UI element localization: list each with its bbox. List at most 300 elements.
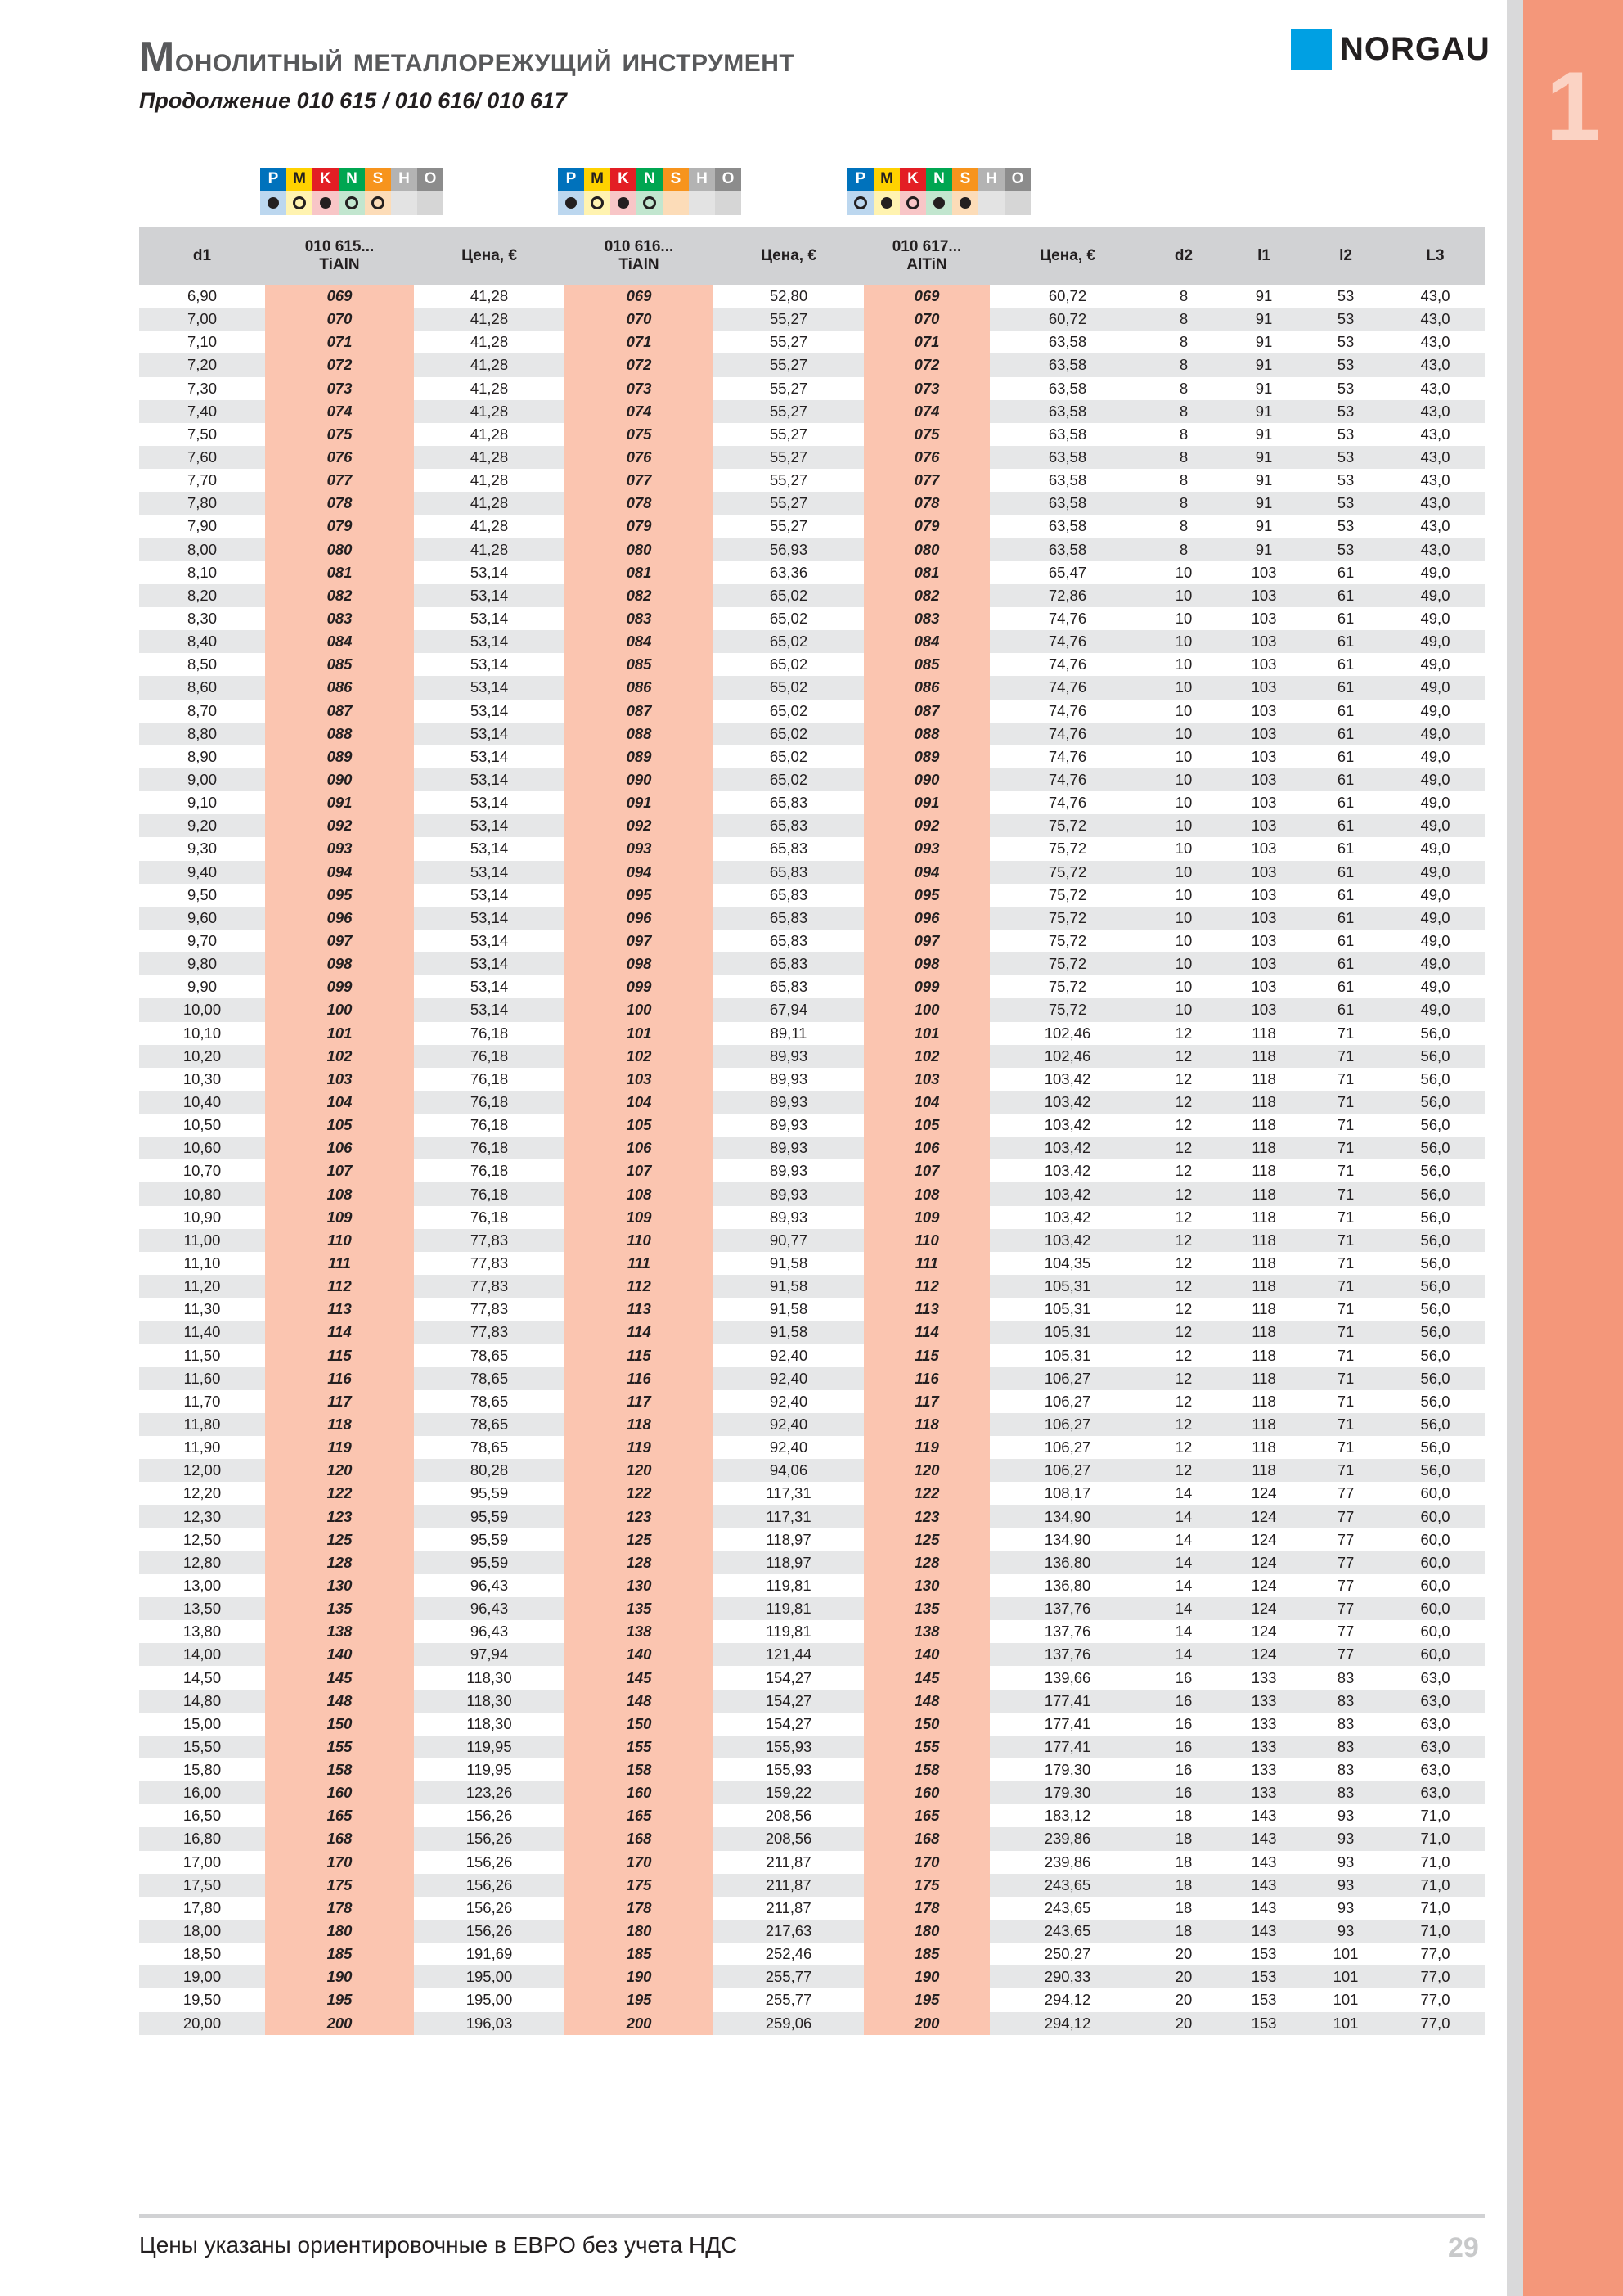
column-header: Цена, € [713,227,864,285]
table-row [139,1367,1485,1390]
article-code: 094 [864,861,990,884]
table-row [139,676,1485,699]
table-cell: 136,80 [990,1551,1145,1574]
table-cell: 74,76 [1048,747,1087,765]
table-cell: 103,42 [1044,1162,1091,1180]
filled-circle-icon [565,197,577,209]
article-code: 102 [265,1045,414,1068]
table-cell: 91 [1255,379,1273,397]
table-cell: 55,27 [713,308,864,331]
article-code: 091 [564,791,713,814]
table-cell: 118 [1252,1162,1276,1180]
article-code: 138 [265,1620,414,1643]
table-row [139,1713,1485,1736]
article-code: 100 [864,998,990,1021]
table-cell: 9,80 [139,952,265,975]
table-cell: 10 [1145,952,1222,975]
table-cell: 12,80 [139,1551,265,1574]
table-cell: 7,90 [187,517,217,535]
table-cell: 11,60 [139,1367,265,1390]
suitability-cell [663,191,689,215]
table-cell: 13,80 [182,1623,222,1641]
table-cell: 61 [1337,794,1355,812]
table-cell: 93 [1306,1827,1386,1850]
table-cell: 153 [1222,2012,1306,2035]
table-cell: 83 [1306,1781,1386,1804]
table-cell: 117,31 [713,1505,864,1528]
article-code: 180 [265,1920,414,1943]
table-cell: 53,14 [470,885,509,903]
brand-logo [1291,28,1490,70]
table-cell: 143 [1222,1920,1306,1943]
table-cell: 7,80 [139,492,265,515]
table-cell: 56,0 [1420,1438,1450,1456]
table-cell: 71 [1337,1300,1355,1318]
table-cell: 41,28 [414,538,564,561]
suitability-cell [558,191,584,215]
table-cell: 60,0 [1420,1576,1450,1594]
table-cell: 10,80 [139,1182,265,1205]
table-cell: 12 [1175,1069,1193,1087]
table-cell: 91 [1255,471,1273,489]
table-cell: 65,83 [769,794,808,812]
table-cell: 13,00 [182,1576,222,1594]
table-cell: 134,90 [1044,1530,1091,1548]
table-cell: 76,18 [470,1069,509,1087]
suitability-cell [260,191,286,215]
article-code: 094 [265,861,414,884]
page-title [139,33,794,82]
article-code: 114 [265,1321,414,1344]
table-cell: 118 [1252,1208,1276,1226]
table-cell: 108,17 [1044,1484,1091,1502]
suitability-cell [874,191,900,215]
table-cell: 11,70 [183,1392,221,1410]
table-cell: 16,80 [139,1827,265,1850]
article-code: 070 [564,308,713,331]
article-code: 088 [564,723,713,745]
table-cell: 14 [1175,1623,1193,1641]
table-cell: 12 [1145,1413,1222,1436]
article-code: 116 [265,1367,414,1390]
table-cell: 103 [1251,885,1277,903]
table-cell: 133 [1251,1668,1277,1686]
article-code: 125 [864,1528,990,1551]
article-code: 106 [265,1137,414,1159]
article-code: 085 [265,653,414,676]
table-cell: 67,94 [713,998,864,1021]
article-code: 097 [265,930,414,952]
table-cell: 18 [1175,1807,1193,1825]
suitability-cell [417,191,443,215]
table-cell: 133 [1251,1714,1277,1732]
material-group-615 [260,168,443,215]
table-row [139,561,1485,584]
hollow-circle-icon [591,196,604,209]
table-row [139,700,1485,723]
table-cell: 92,40 [713,1367,864,1390]
table-cell: 89,93 [713,1045,864,1068]
table-cell: 19,00 [139,1965,265,1988]
table-cell: 71 [1337,1024,1355,1042]
table-cell: 118 [1222,1413,1306,1436]
table-cell: 53,14 [414,907,564,930]
suitability-cell [1005,191,1031,215]
table-cell: 49,0 [1420,747,1450,765]
table-cell: 65,83 [769,978,808,996]
table-cell: 10 [1175,610,1193,628]
table-cell: 89,11 [770,1024,807,1042]
table-cell: 61 [1306,723,1386,745]
article-code: 101 [265,1022,414,1045]
article-code: 084 [265,630,414,653]
table-cell: 153 [1222,1965,1306,1988]
table-cell: 63,0 [1420,1668,1450,1686]
table-cell: 103 [1222,861,1306,884]
hollow-circle-icon [293,196,306,209]
article-code: 135 [265,1597,414,1620]
table-cell: 89,93 [769,1069,808,1087]
table-cell: 49,0 [1386,814,1485,837]
article-code: 111 [265,1252,414,1275]
table-cell: 41,28 [414,446,564,469]
table-cell: 90,77 [713,1229,864,1252]
column-header: d1 [139,227,265,285]
table-cell: 53,14 [414,723,564,745]
table-cell: 143 [1251,1898,1277,1916]
article-code: 178 [265,1897,414,1920]
article-code: 085 [564,653,713,676]
table-cell: 76,18 [414,1045,564,1068]
table-cell: 53 [1337,471,1355,489]
table-cell: 61 [1306,907,1386,930]
table-cell: 76,18 [414,1091,564,1114]
article-code: 195 [864,1988,990,2011]
table-cell: 8 [1179,333,1189,351]
table-cell: 183,12 [1044,1807,1091,1825]
table-cell: 63,0 [1420,1761,1450,1779]
table-cell: 12 [1145,1275,1222,1298]
table-cell: 20,00 [139,2012,265,2035]
table-cell: 118,97 [713,1551,864,1574]
price-table [139,227,1485,2035]
table-cell: 61 [1306,584,1386,607]
table-cell: 12 [1145,1182,1222,1205]
article-code: 075 [265,423,414,446]
material-letter-k: K [312,168,339,191]
article-code: 185 [265,1943,414,1965]
table-cell: 18 [1175,1898,1193,1916]
table-cell: 61 [1306,768,1386,791]
table-cell: 89,93 [713,1091,864,1114]
table-row [139,1988,1485,2011]
article-code: 073 [265,377,414,400]
table-cell: 103 [1222,907,1306,930]
table-cell: 83 [1306,1736,1386,1758]
suitability-cell [978,191,1005,215]
material-letter-o: O [715,168,741,191]
table-cell: 15,50 [139,1736,265,1758]
table-cell: 119,81 [766,1576,812,1594]
table-cell: 55,27 [769,471,808,489]
article-code: 168 [864,1827,990,1850]
article-code: 082 [265,584,414,607]
table-cell: 12,30 [139,1505,265,1528]
article-code: 083 [265,607,414,630]
article-code: 128 [265,1551,414,1574]
table-cell: 8,70 [187,701,217,719]
article-code: 086 [265,676,414,699]
table-cell: 10,20 [139,1045,265,1068]
suitability-cell [847,191,874,215]
table-cell: 8 [1145,400,1222,423]
table-cell: 14 [1175,1576,1193,1594]
table-cell: 71 [1306,1459,1386,1482]
table-cell: 16 [1145,1690,1222,1713]
hollow-circle-icon [906,196,919,209]
article-code: 117 [864,1390,990,1413]
table-cell: 65,83 [713,952,864,975]
table-cell: 143 [1251,1853,1277,1871]
table-cell: 8 [1145,538,1222,561]
article-code: 110 [864,1229,990,1252]
table-cell: 133 [1251,1761,1277,1779]
table-cell: 55,27 [713,446,864,469]
table-cell: 106,27 [990,1367,1145,1390]
article-code: 138 [564,1620,713,1643]
table-cell: 74,76 [990,723,1145,745]
table-cell: 74,76 [990,768,1145,791]
table-cell: 91,58 [713,1275,864,1298]
table-cell: 18,00 [139,1920,265,1943]
table-cell: 16 [1175,1668,1193,1686]
table-cell: 95,59 [470,1530,509,1548]
article-code: 074 [864,400,990,423]
table-cell: 10,90 [182,1208,222,1226]
article-code: 107 [564,1159,713,1182]
table-cell: 17,80 [182,1898,222,1916]
article-code: 105 [564,1114,713,1137]
table-cell: 83 [1337,1668,1355,1686]
table-cell: 56,0 [1420,1024,1450,1042]
table-cell: 8,50 [187,655,217,673]
table-cell: 60,0 [1386,1597,1485,1620]
article-code: 107 [265,1159,414,1182]
article-code: 092 [864,814,990,837]
article-code: 140 [265,1643,414,1666]
table-cell: 53 [1337,379,1355,397]
article-code: 185 [864,1943,990,1965]
table-cell: 71,0 [1386,1920,1485,1943]
article-code: 082 [864,584,990,607]
article-code: 160 [564,1781,713,1804]
article-code: 078 [564,492,713,515]
table-cell: 103 [1222,584,1306,607]
table-cell: 118 [1222,1091,1306,1114]
table-cell: 117,31 [766,1484,812,1502]
material-letter-p: P [558,168,584,191]
article-code: 175 [864,1874,990,1897]
article-code: 078 [864,492,990,515]
table-cell: 8,80 [139,723,265,745]
table-cell: 76,18 [414,1137,564,1159]
table-cell: 71,0 [1386,1874,1485,1897]
table-cell: 211,87 [713,1874,864,1897]
table-cell: 155,93 [765,1761,812,1779]
table-row [139,1965,1485,1988]
table-cell: 61 [1337,563,1355,581]
material-group-617 [847,168,1031,215]
table-cell: 118,30 [414,1690,564,1713]
table-cell: 75,72 [1048,885,1087,903]
table-cell: 56,0 [1420,1392,1450,1410]
table-cell: 290,33 [990,1965,1145,1988]
material-letter-n: N [339,168,365,191]
table-cell: 119,95 [414,1736,564,1758]
table-cell: 16,50 [182,1807,222,1825]
table-cell: 55,27 [769,379,808,397]
material-letter-o: O [1005,168,1031,191]
article-code: 070 [864,308,990,331]
table-cell: 71 [1306,1137,1386,1159]
table-cell: 55,27 [769,517,808,535]
table-cell: 74,76 [1048,610,1087,628]
table-cell: 118 [1222,1321,1306,1344]
table-cell: 43,0 [1420,517,1450,535]
table-cell: 91 [1222,353,1306,376]
article-code: 125 [564,1528,713,1551]
column-header: Цена, € [990,227,1145,285]
article-code: 148 [864,1690,990,1713]
table-cell: 12 [1175,1208,1193,1226]
table-cell: 12,00 [139,1459,265,1482]
article-code: 093 [265,837,414,860]
table-cell: 77 [1306,1643,1386,1666]
table-cell: 53,14 [470,610,509,628]
table-cell: 103 [1251,610,1277,628]
table-cell: 53 [1306,353,1386,376]
article-code: 074 [265,400,414,423]
table-cell: 71 [1337,1438,1355,1456]
material-suitability [260,191,443,215]
table-row [139,1182,1485,1205]
table-row [139,745,1485,768]
column-header: 010 615... TiAlN [265,227,414,285]
table-cell: 49,0 [1420,701,1450,719]
article-code: 155 [864,1736,990,1758]
material-letter-m: M [286,168,312,191]
table-cell: 239,86 [990,1827,1145,1850]
table-cell: 56,0 [1386,1275,1485,1298]
table-row [139,1390,1485,1413]
table-cell: 14 [1175,1530,1193,1548]
table-cell: 118 [1252,1024,1276,1042]
table-cell: 243,65 [1044,1898,1091,1916]
article-code: 200 [564,2012,713,2035]
article-code: 165 [564,1804,713,1827]
table-cell: 74,76 [1048,655,1087,673]
table-cell: 101 [1333,1991,1359,2009]
table-cell: 60,72 [1048,287,1087,305]
table-cell: 103 [1222,998,1306,1021]
table-cell: 177,41 [990,1736,1145,1758]
table-cell: 63,58 [990,492,1145,515]
table-cell: 71 [1306,1321,1386,1344]
article-code: 104 [564,1091,713,1114]
table-cell: 18 [1145,1920,1222,1943]
table-cell: 97,94 [414,1643,564,1666]
article-code: 069 [564,285,713,308]
table-row [139,1206,1485,1229]
suitability-cell [636,191,663,215]
chapter-number: 1 [1545,52,1601,161]
table-cell: 10,40 [139,1091,265,1114]
column-header: L3 [1386,227,1485,285]
table-cell: 14 [1175,1484,1193,1502]
table-cell: 95,59 [470,1484,509,1502]
article-code: 097 [564,930,713,952]
table-cell: 10 [1175,701,1193,719]
table-cell: 65,02 [713,584,864,607]
table-cell: 49,0 [1386,907,1485,930]
table-cell: 101 [1333,1945,1359,1963]
table-cell: 104,35 [1044,1254,1091,1272]
table-cell: 14 [1145,1505,1222,1528]
table-cell: 106,27 [990,1413,1145,1436]
table-cell: 53,14 [414,584,564,607]
article-code: 150 [564,1713,713,1736]
table-cell: 49,0 [1386,723,1485,745]
article-code: 080 [864,538,990,561]
article-code: 101 [564,1022,713,1045]
material-letter-m: M [584,168,610,191]
table-cell: 63,58 [1048,333,1087,351]
suitability-cell [339,191,365,215]
table-cell: 91 [1255,333,1273,351]
table-cell: 103 [1222,676,1306,699]
article-code: 076 [564,446,713,469]
table-cell: 294,12 [1044,1991,1091,2009]
table-cell: 71,0 [1386,1827,1485,1850]
table-row [139,1022,1485,1045]
article-code: 093 [864,837,990,860]
table-row [139,630,1485,653]
table-cell: 9,70 [187,932,217,949]
article-code: 178 [564,1897,713,1920]
table-cell: 136,80 [1044,1576,1091,1594]
table-cell: 71 [1306,1367,1386,1390]
article-code: 105 [265,1114,414,1137]
table-row [139,1943,1485,1965]
article-code: 092 [265,814,414,837]
article-code: 114 [864,1321,990,1344]
table-cell: 20 [1175,1991,1193,2009]
table-row [139,1068,1485,1091]
column-header: 010 616... TiAlN [564,227,713,285]
table-cell: 61 [1306,998,1386,1021]
article-code: 089 [265,745,414,768]
table-cell: 56,0 [1386,1459,1485,1482]
table-cell: 119,95 [466,1761,512,1779]
article-code: 117 [265,1390,414,1413]
table-cell: 71 [1337,1208,1355,1226]
article-code: 081 [864,561,990,584]
table-cell: 76,18 [470,1162,509,1180]
suitability-cell [365,191,391,215]
table-cell: 11,40 [139,1321,265,1344]
table-cell: 119,81 [713,1597,864,1620]
article-code: 145 [265,1666,414,1689]
